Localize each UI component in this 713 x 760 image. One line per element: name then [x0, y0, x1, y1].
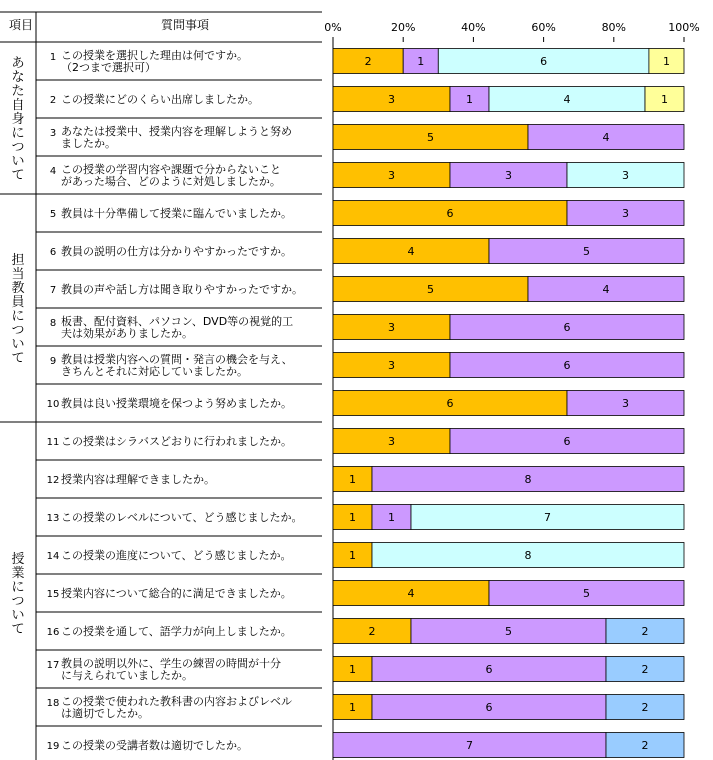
section-label-char: 自 [11, 98, 25, 113]
question-text: この授業にどのくらい出席しましたか。 [61, 93, 259, 106]
question-number: 2 [49, 95, 57, 106]
bar-value-label: 3 [388, 169, 395, 182]
question-text: この授業はシラバスどおりに行われましたか。 [61, 435, 292, 448]
question-text: 夫は効果がありましたか。 [61, 327, 193, 340]
bar-value-label: 1 [662, 55, 670, 68]
section-label-vertical [11, 551, 24, 637]
bar-value-label: 1 [349, 511, 356, 524]
section-label-char: 身 [11, 112, 25, 127]
bar-value-label: 3 [505, 169, 512, 182]
bar-value-label: 7 [544, 511, 551, 524]
x-tick-label: 60% [531, 21, 556, 34]
bar-value-label: 6 [563, 435, 571, 448]
question-number: 13 [46, 513, 60, 524]
bar-value-label: 2 [641, 663, 649, 676]
section-label-char: て [11, 351, 25, 366]
question-number: 3 [49, 128, 57, 139]
question-text: この授業で使われた教科書の内容およびレベル [61, 695, 292, 708]
section-label-char: て [11, 622, 25, 637]
question-text: この授業を通して、語学力が向上しましたか。 [61, 625, 292, 638]
bar-value-label: 6 [485, 663, 493, 676]
question-text: 教員は十分準備して授業に臨んでいましたか。 [61, 207, 292, 220]
question-header: 質問事項 [160, 18, 210, 32]
section-label-char: つ [11, 140, 25, 155]
section-label-char: 教 [11, 281, 25, 296]
section-label-char: い [11, 154, 25, 169]
section-label-vertical [11, 252, 24, 366]
section-label-char: に [11, 309, 25, 324]
bar-value-label: 6 [563, 321, 571, 334]
question-text: ましたか。 [61, 137, 116, 150]
bar-value-label: 7 [466, 739, 473, 752]
question-text: （2つまで選択可） [61, 61, 156, 74]
question-number: 11 [46, 437, 60, 448]
bar-value-label: 4 [602, 131, 610, 144]
question-text: この授業を選択した理由は何ですか。 [61, 49, 248, 62]
question-text: この授業の学習内容や課題で分からないこと [61, 163, 281, 176]
bar-value-label: 1 [349, 663, 356, 676]
section-label-char: 員 [11, 295, 25, 310]
bar-value-label: 5 [427, 131, 434, 144]
section-label-char: つ [11, 594, 25, 609]
bar-value-label: 2 [641, 625, 649, 638]
bar-value-label: 5 [427, 283, 434, 296]
bar-value-label: 1 [466, 93, 473, 106]
bar-value-label: 5 [583, 587, 590, 600]
bar-value-label: 2 [641, 701, 649, 714]
bar-value-label: 3 [388, 321, 395, 334]
question-number: 8 [49, 318, 57, 329]
section-label-char: 授 [11, 552, 25, 567]
bar-value-label: 6 [446, 207, 454, 220]
bar-value-label: 4 [563, 93, 571, 106]
section-label-char: 担 [11, 253, 25, 268]
question-number: 9 [49, 356, 57, 367]
bar-value-label: 3 [622, 169, 629, 182]
question-number: 10 [46, 399, 60, 410]
question-text: 教員の説明の仕方は分かりやすかったですか。 [61, 245, 292, 258]
bar-value-label: 5 [583, 245, 590, 258]
bar-value-label: 8 [524, 473, 532, 486]
x-tick-label: 100% [668, 21, 700, 34]
question-number: 16 [46, 627, 60, 638]
question-text: 教員は授業内容への質問・発言の機会を与え、 [61, 353, 293, 366]
question-text: があった場合、どのように対処しましたか。 [61, 175, 281, 188]
bar-value-label: 1 [349, 473, 356, 486]
bar-value-label: 1 [388, 511, 395, 524]
question-text: この授業の受講者数は適切でしたか。 [61, 739, 248, 752]
section-label-char: い [11, 608, 25, 623]
question-text: 授業内容について総合的に満足できましたか。 [61, 587, 292, 600]
bar-value-label: 4 [407, 245, 415, 258]
bar-value-label: 3 [388, 93, 395, 106]
question-number: 1 [49, 52, 57, 63]
bar-value-label: 2 [364, 55, 372, 68]
x-tick-label: 20% [390, 21, 416, 34]
question-text: 授業内容は理解できましたか。 [61, 473, 215, 486]
bar-value-label: 6 [540, 55, 548, 68]
question-text: 板書、配付資料、パソコン、DVD等の視覚的工 [61, 315, 294, 328]
bar-value-label: 3 [622, 397, 629, 410]
section-label-char: つ [11, 323, 25, 338]
bar-value-label: 6 [563, 359, 571, 372]
question-text: は適切でしたか。 [61, 707, 149, 720]
section-label-char: 業 [11, 566, 25, 581]
question-text: あなたは授業中、授業内容を理解しようと努め [61, 125, 292, 138]
question-number: 15 [46, 589, 60, 600]
section-label-char: あ [11, 56, 25, 71]
bar-value-label: 5 [505, 625, 512, 638]
section-label-vertical [11, 56, 24, 183]
question-number: 12 [46, 475, 60, 486]
bar-value-label: 2 [368, 625, 376, 638]
question-text: この授業のレベルについて、どう感じましたか。 [61, 511, 303, 524]
bar-value-label: 1 [349, 549, 356, 562]
section-label-char: 当 [11, 267, 25, 282]
question-text: に与えられていましたか。 [61, 669, 193, 682]
section-label-char: に [11, 126, 25, 141]
question-number: 7 [49, 285, 57, 296]
question-text: 教員の声や話し方は聞き取りやすかったですか。 [61, 283, 303, 296]
bar-value-label: 3 [622, 207, 629, 220]
bar-value-label: 8 [524, 549, 532, 562]
question-text: この授業の進度について、どう感じましたか。 [61, 549, 292, 562]
category-header: 項目 [8, 18, 34, 32]
question-number: 5 [49, 209, 57, 220]
bar-value-label: 1 [661, 93, 668, 106]
question-number: 19 [46, 741, 60, 752]
section-label-char: に [11, 580, 25, 595]
bar-value-label: 1 [349, 701, 356, 714]
bar-value-label: 4 [407, 587, 415, 600]
question-number: 6 [49, 247, 57, 258]
section-label-char: な [11, 70, 25, 85]
question-text: きちんとそれに対応していましたか。 [61, 365, 248, 378]
question-number: 17 [46, 660, 60, 671]
question-text: 教員の説明以外に、学生の練習の時間が十分 [61, 657, 281, 670]
x-tick-label: 80% [601, 21, 627, 34]
bar-value-label: 6 [446, 397, 454, 410]
bar-value-label: 6 [485, 701, 493, 714]
bar-value-label: 2 [641, 739, 649, 752]
x-tick-label: 40% [461, 21, 486, 34]
section-label-char: て [11, 168, 25, 183]
bar-value-label: 3 [388, 359, 395, 372]
question-number: 4 [49, 166, 57, 177]
section-label-char: い [11, 337, 25, 352]
section-label-char: た [11, 84, 25, 99]
question-number: 18 [46, 698, 60, 709]
bar-value-label: 1 [417, 55, 425, 68]
bar-value-label: 3 [388, 435, 395, 448]
question-number: 14 [46, 551, 60, 562]
bar-value-label: 4 [602, 283, 610, 296]
question-text: 教員は良い授業環境を保つよう努めましたか。 [61, 397, 292, 410]
x-tick-label: 0% [324, 21, 342, 34]
